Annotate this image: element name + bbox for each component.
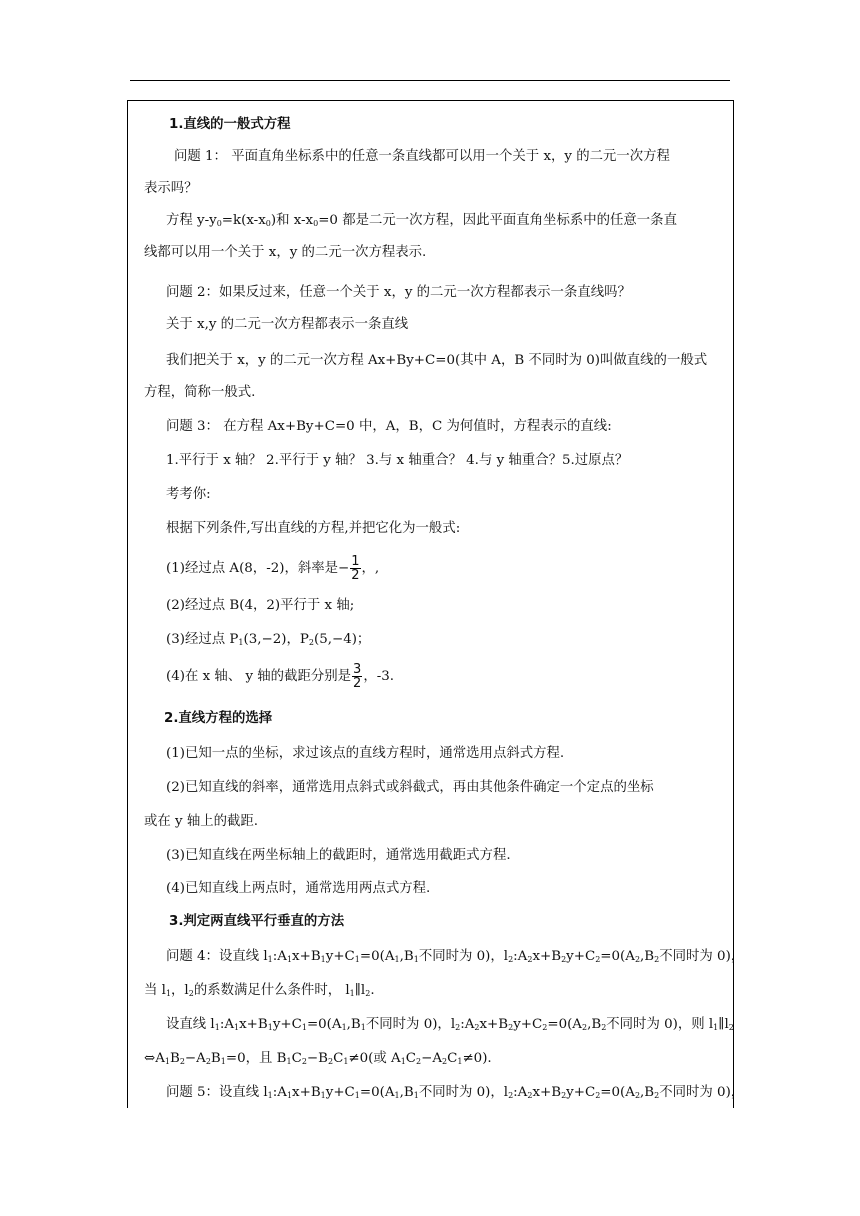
section-heading-parallel-perpendicular: 3.判定两直线平行垂直的方法 bbox=[169, 914, 345, 929]
question-4-line-1: 问题 4：设直线 $l_1:A_1x+B_1y+C_1=0(A_1,B_1$不同时为 0)，$l_2:A_2x+B_2y+C_2=0(A_2,B_2$不同时为 0)， bbox=[166, 949, 745, 964]
answer-4-line-2: $\Leftrightarrow A_1B_2-A_2B_1=0$，且 $B_1C_2-B_2C_1\ne 0$(或 $A_1C_2-A_2C_1\ne 0$). bbox=[144, 1051, 492, 1066]
question-1-line-2: 表示吗？ bbox=[144, 181, 198, 196]
section-heading-general-form: 1.直线的一般式方程 bbox=[169, 117, 291, 132]
definition-line-2: 方程，简称一般式. bbox=[144, 385, 256, 400]
choice-item-2-line-1: (2)已知直线的斜率，通常选用点斜式或斜截式，再由其他条件确定一个定点的坐标 bbox=[166, 780, 654, 795]
exercise-4: (4)在 x 轴、 y 轴的截距分别是 $\frac{3}{2}$ ，-3. bbox=[166, 662, 395, 691]
header-rule bbox=[130, 80, 730, 81]
answer-4-line-1: 设直线 $l_1:A_1x+B_1y+C_1=0(A_1,B_1$不同时为 0)，$l_2:A_2x+B_2y+C_2=0(A_2,B_2$不同时为 0)，则 $l_1\parallel l_2$ bbox=[166, 1017, 734, 1032]
exercise-1: (1)经过点 A(8，-2)，斜率是− $\frac{1}{2}$ ，, bbox=[166, 554, 380, 583]
choice-item-2-line-2: 或在 y 轴上的截距. bbox=[144, 814, 259, 829]
exercise-instruction: 根据下列条件,写出直线的方程,并把它化为一般式: bbox=[166, 521, 461, 536]
exercise-3: (3)经过点 $P_1(3,-2)$，$P_2(5,-4)$； bbox=[166, 632, 371, 647]
section-heading-equation-choice: 2.直线方程的选择 bbox=[164, 711, 273, 726]
question-4-line-2: 当 $l_1$，$l_2$的系数满足什么条件时， $l_1\parallel l_2$. bbox=[144, 983, 375, 998]
test-label: 考考你: bbox=[166, 487, 211, 502]
question-5-line-1: 问题 5：设直线 $l_1:A_1x+B_1y+C_1=0(A_1,B_1$不同时为 0)，$l_2:A_2x+B_2y+C_2=0(A_2,B_2$不同时为 0)， bbox=[166, 1085, 745, 1100]
fraction-three-halves: $\frac{3}{2}$ bbox=[353, 662, 362, 691]
exercise-2: (2)经过点 B(4，2)平行于 x 轴; bbox=[166, 598, 355, 613]
question-1-line-1: 问题 1： 平面直角坐标系中的任意一条直线都可以用一个关于 x，y 的二元一次方程 bbox=[174, 149, 670, 164]
fraction-one-half: $\frac{1}{2}$ bbox=[351, 554, 360, 583]
question-2: 问题 2：如果反过来，任意一个关于 x，y 的二元一次方程都表示一条直线吗？ bbox=[166, 285, 631, 300]
answer-2: 关于 x,y 的二元一次方程都表示一条直线 bbox=[166, 317, 409, 332]
choice-item-1: (1)已知一点的坐标，求过该点的直线方程时，通常选用点斜式方程. bbox=[166, 746, 565, 761]
definition-line-1: 我们把关于 x，y 的二元一次方程 Ax+By+C=0(其中 A，B 不同时为 0)叫做直线的一般式 bbox=[166, 353, 708, 368]
choice-item-4: (4)已知直线上两点时，通常选用两点式方程. bbox=[166, 881, 431, 896]
question-3-list: 1.平行于 x 轴？ 2.平行于 y 轴？ 3.与 x 轴重合？ 4.与 y 轴重合？5.过原点？ bbox=[166, 453, 629, 468]
paragraph-1-line-2: 线都可以用一个关于 x，y 的二元一次方程表示. bbox=[144, 245, 427, 260]
choice-item-3: (3)已知直线在两坐标轴上的截距时，通常选用截距式方程. bbox=[166, 848, 511, 863]
question-3: 问题 3： 在方程 Ax+By+C=0 中，A，B，C 为何值时，方程表示的直线: bbox=[166, 419, 612, 434]
paragraph-1-line-1: 方程 $y-y_0=k(x-x_0)$和 $x-x_0=0$ 都是二元一次方程，因此平面直角坐标系中的任意一条直 bbox=[166, 213, 677, 228]
